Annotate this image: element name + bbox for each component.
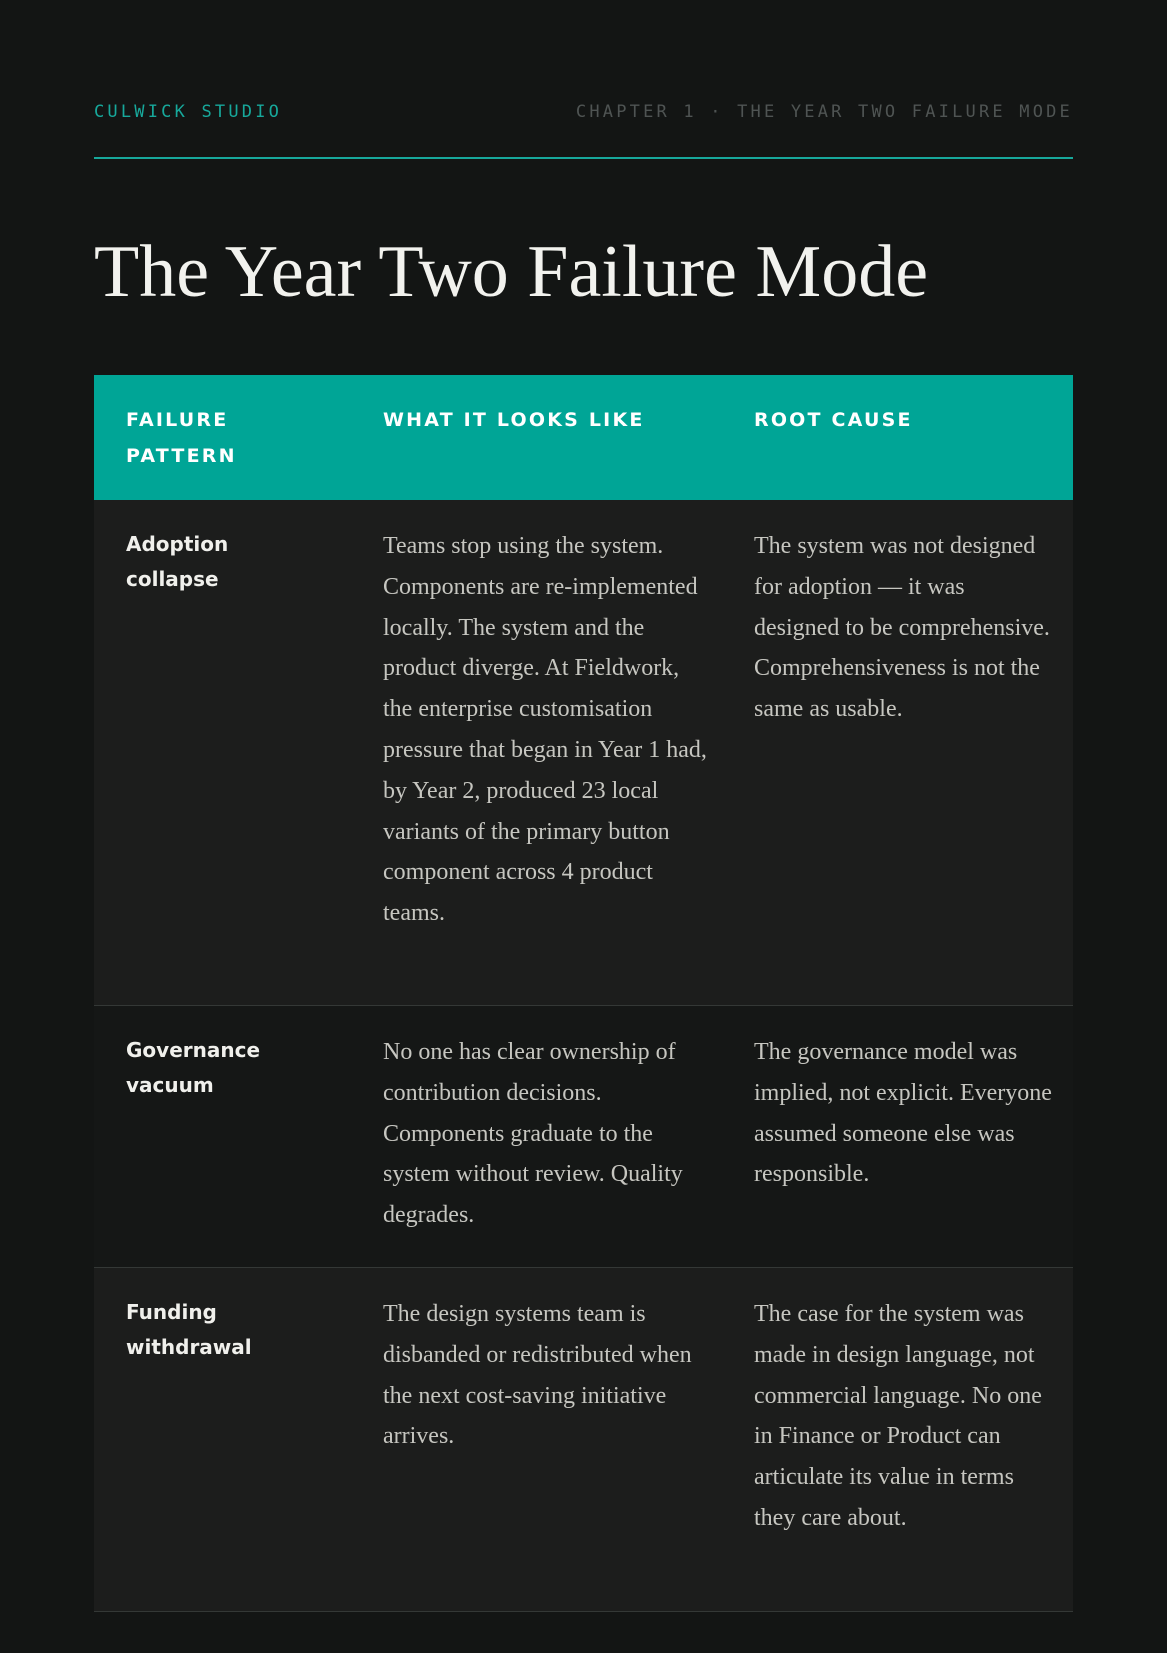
what-it-looks-like: Teams stop using the system. Components are re-implemented locally. The system and the product diverge. At Fieldwork, the enterprise customisation pressure that began in Year 1 had, by Year 2, produced 23 local variants of the primary button component across 4 product teams. (383, 533, 707, 927)
failure-pattern: Governance vacuum (126, 1038, 261, 1097)
page-title: The Year Two Failure Mode (94, 231, 929, 313)
table-row (94, 1006, 1073, 1268)
table-row (94, 1268, 1073, 1612)
root-cause: The system was not designed for adoption — it was designed to be comprehensive. Comprehensiveness is not the same as usable. (754, 533, 1050, 723)
column-header-failure-pattern: FAILURE PATTERN (126, 409, 237, 467)
failure-pattern: Adoption collapse (126, 532, 229, 591)
column-header-what-it-looks-like: WHAT IT LOOKS LIKE (383, 409, 645, 431)
chapter-label: CHAPTER 1 · THE YEAR TWO FAILURE MODE (575, 102, 1073, 122)
root-cause: The case for the system was made in design language, not commercial language. No one in Finance or Product can articulate its value in terms they care about. (754, 1301, 1042, 1531)
table-row (94, 500, 1073, 1006)
header-rule (94, 157, 1073, 159)
root-cause: The governance model was implied, not explicit. Everyone assumed someone else was responsible. (754, 1039, 1052, 1188)
failure-table (94, 375, 1073, 1612)
what-it-looks-like: The design systems team is disbanded or redistributed when the next cost-saving initiative arrives. (383, 1301, 692, 1450)
studio-name: CULWICK STUDIO (94, 102, 283, 122)
failure-pattern: Funding withdrawal (126, 1300, 252, 1359)
running-header (94, 102, 1073, 130)
table-header (94, 375, 1073, 500)
column-header-root-cause: ROOT CAUSE (754, 409, 913, 431)
what-it-looks-like: No one has clear ownership of contribution decisions. Components graduate to the system without review. Quality degrades. (383, 1039, 683, 1229)
